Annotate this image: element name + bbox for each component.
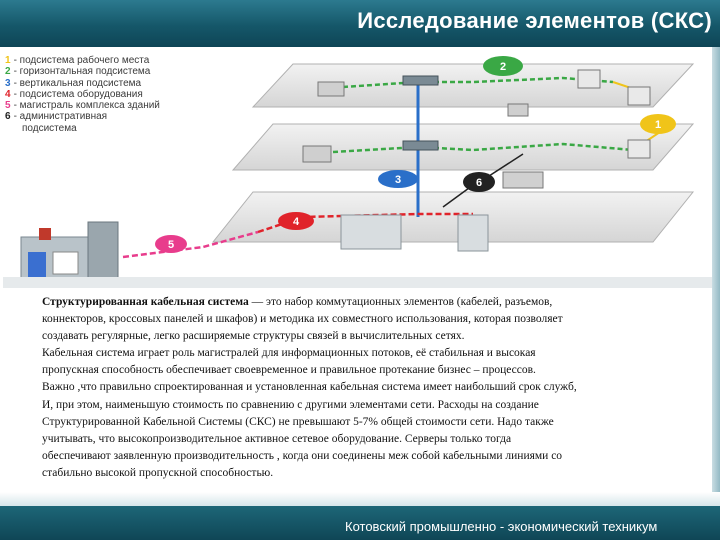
title-bar [0, 0, 720, 47]
body-line: обеспечивают заявленную производительность , когда они соединены меж собой кабельными линиями со [42, 449, 563, 462]
legend [5, 55, 275, 134]
rack-left [341, 215, 401, 249]
badge-2 [483, 56, 523, 76]
pc-1 [578, 70, 600, 88]
badge-1-label: 1 [654, 119, 662, 131]
legend-text-1: - подсистема рабочего места [13, 55, 150, 66]
body-line: Важно ,что правильно спроектированная и установленная кабельная система имеет наибольший срок служб, [42, 381, 577, 394]
printer [503, 172, 543, 188]
phone-1 [508, 104, 528, 116]
legend-item [5, 111, 275, 122]
legend-text-3: - вертикальная подсистема [13, 77, 142, 89]
pc-3 [628, 140, 650, 158]
badge-1 [640, 114, 676, 134]
body-line [42, 294, 702, 311]
legend-num-6: 6 [5, 111, 11, 123]
body-line: учитывать, что высокопроизводительное активное сетевое оборудование. Серверы только тогда [42, 432, 512, 445]
legend-num-4: 4 [5, 88, 11, 100]
server-mid [303, 146, 331, 162]
legend-item [5, 100, 275, 111]
legend-num-5: 5 [5, 100, 11, 112]
badge-3 [378, 170, 418, 188]
body-line: создавать регулярные, легко расширяемые структуры связей в вычислительных сетях. [42, 330, 465, 343]
body-line: коннекторов, кроссовых панелей и шкафов) и методика их совместного использования, которая позволяет [42, 313, 563, 326]
footer-text: Котовский промышленно - экономический техникум [345, 519, 658, 534]
body-lead-term: Структурированная кабельная система [42, 296, 249, 308]
badge-5-label: 5 [167, 239, 175, 251]
legend-num-2: 2 [5, 66, 11, 78]
body-line: стабильно высокой пропускной способностью. [42, 466, 274, 479]
rack-right [458, 215, 488, 251]
legend-text-5: - магистраль комплекса зданий [13, 100, 160, 112]
page-title: Исследование элементов (СКС) [357, 8, 712, 33]
body-line: И, при этом, наименьшую стоимость по сравнению с другими элементами сети. Расходы на создание [42, 398, 539, 411]
legend-item [5, 89, 275, 100]
patch-panel-mid [403, 141, 438, 150]
pc-2 [628, 87, 650, 105]
badge-5 [155, 235, 187, 253]
bottom-decor-stripe [0, 492, 720, 506]
body-line: Структурированной Кабельной Системы (СКС) не превышают 5-7% общей стоимости сети. Надо также [42, 415, 554, 428]
legend-item [5, 66, 275, 77]
legend-item [5, 78, 275, 89]
legend-text-2: - горизонтальная подсистема [13, 66, 151, 78]
server-top [318, 82, 344, 96]
body-line: Кабельная система играет роль магистралей для информационных потоков, её стабильная и высокая [42, 347, 536, 360]
legend-text-4: - подсистема оборудования [13, 88, 143, 100]
badge-4-label: 4 [292, 216, 300, 228]
legend-item-cont: подсистема [22, 122, 77, 134]
body-line-1-rest: — это набор коммутационных элементов (кабелей, разъемов, [248, 296, 553, 308]
body-line: пропускная способность обеспечивает своевременное и правильное протекание бизнес – процессов. [42, 364, 536, 377]
badge-2-label: 2 [499, 61, 507, 73]
floor-middle [233, 124, 693, 170]
badge-4 [278, 212, 314, 230]
body-text [42, 294, 702, 482]
badge-3-label: 3 [394, 174, 402, 186]
legend-num-3: 3 [5, 77, 11, 89]
legend-item [5, 55, 275, 66]
badge-6-label: 6 [475, 177, 483, 189]
legend-num-1: 1 [5, 55, 11, 66]
right-decor-band [712, 47, 720, 492]
footer-bar [0, 506, 720, 540]
patch-panel-top [403, 76, 438, 85]
legend-text-6: - административная [13, 111, 108, 123]
